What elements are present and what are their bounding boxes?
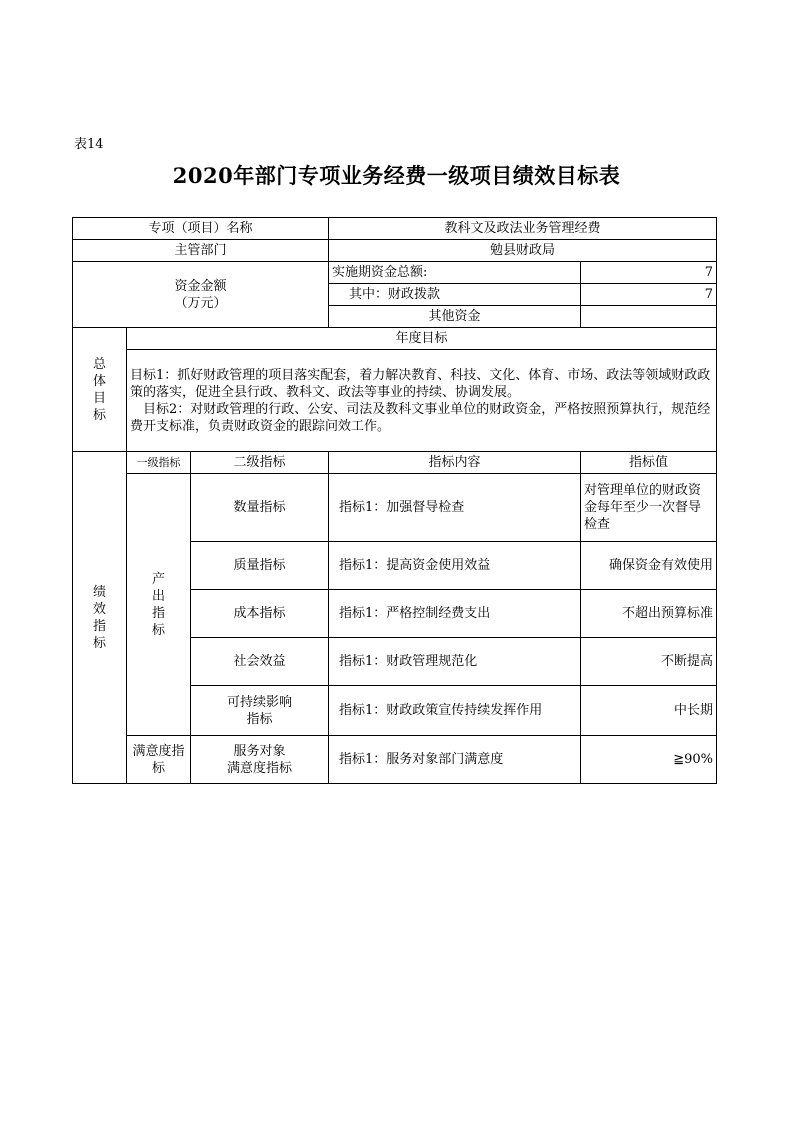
level1-header: 一级指标	[127, 452, 191, 474]
content-cell: 指标1：提高资金使用效益	[329, 542, 581, 590]
output-indicator-char: 指	[151, 605, 165, 621]
value-header: 指标值	[581, 452, 717, 474]
level2-cell	[191, 736, 329, 784]
value-cell: 中长期	[581, 686, 717, 736]
goal-2-text: 目标2：对财政管理的行政、公安、司法及教科文事业单位的财政资金，严格按照预算执行，规范经费开支标准，负责财政资金的跟踪问效工作。	[130, 401, 711, 434]
overall-goal-char: 总	[92, 356, 106, 372]
perf-side-char: 效	[92, 601, 106, 617]
funds-total-label: 实施期资金总额:	[329, 262, 581, 284]
annual-goal-text	[127, 350, 717, 452]
table-row	[73, 736, 717, 784]
value-cell: 不断提高	[581, 638, 717, 686]
satisfaction-line1: 满意度指	[132, 743, 185, 759]
funds-other-value	[581, 306, 717, 328]
annual-goal-header: 年度目标	[127, 328, 717, 350]
department-value: 勉县财政局	[329, 240, 717, 262]
content-cell: 指标1：严格控制经费支出	[329, 590, 581, 638]
project-name-value: 教科文及政法业务管理经费	[329, 218, 717, 240]
funds-label	[73, 262, 329, 328]
funds-fiscal-value: 7	[581, 284, 717, 306]
goal-1-text: 目标1：抓好财政管理的项目落实配套，着力解决教育、科技、文化、体育、市场、政法等领域财政政策的落实，促进全县行政、教科文、政法等事业的持续、协调发展。	[130, 367, 711, 400]
value-cell: 对管理单位的财政资金每年至少一次督导检查	[581, 474, 717, 542]
level2-line1: 服务对象	[233, 743, 286, 759]
level2-cell: 质量指标	[191, 542, 329, 590]
content-header: 指标内容	[329, 452, 581, 474]
content-cell: 指标1：财政政策宣传持续发挥作用	[329, 686, 581, 736]
output-indicator-label	[127, 474, 191, 736]
output-indicator-char: 标	[151, 622, 165, 638]
level2-line1: 可持续影响	[226, 694, 292, 710]
level2-cell	[191, 686, 329, 736]
output-indicator-char: 出	[151, 588, 165, 604]
level2-line2: 指标	[246, 711, 273, 727]
overall-goal-char: 体	[92, 373, 106, 389]
project-name-row	[73, 218, 717, 240]
overall-goal-side-label	[73, 328, 127, 452]
perf-side-char: 标	[92, 635, 106, 651]
funds-label-line1: 资金金额	[174, 278, 227, 294]
level2-cell: 数量指标	[191, 474, 329, 542]
performance-table	[72, 217, 717, 784]
table-row	[73, 474, 717, 542]
funds-total-row	[73, 262, 717, 284]
level2-cell: 成本指标	[191, 590, 329, 638]
department-label: 主管部门	[73, 240, 329, 262]
output-indicator-char: 产	[151, 571, 165, 587]
perf-side-char: 指	[92, 618, 106, 634]
content-cell: 指标1：加强督导检查	[329, 474, 581, 542]
goal-text-row	[73, 350, 717, 452]
funds-fiscal-label: 其中：财政拨款	[329, 284, 581, 306]
value-cell: 不超出预算标准	[581, 590, 717, 638]
overall-goal-char: 标	[92, 407, 106, 423]
perf-side-label	[73, 452, 127, 784]
goal-header-row	[73, 328, 717, 350]
document-title: 2020年部门专项业务经费一级项目绩效目标表	[172, 163, 621, 188]
satisfaction-indicator-label	[127, 736, 191, 784]
level2-cell: 社会效益	[191, 638, 329, 686]
project-name-label: 专项（项目）名称	[73, 218, 329, 240]
funds-total-value: 7	[581, 262, 717, 284]
content-cell: 指标1：财政管理规范化	[329, 638, 581, 686]
content-cell: 指标1：服务对象部门满意度	[329, 736, 581, 784]
perf-header-row	[73, 452, 717, 474]
table-number: 表14	[74, 137, 104, 152]
funds-other-label: 其他资金	[329, 306, 581, 328]
funds-label-line2: （万元）	[174, 295, 227, 311]
satisfaction-line2: 标	[151, 760, 165, 776]
department-row	[73, 240, 717, 262]
overall-goal-char: 目	[92, 390, 106, 406]
level2-line2: 满意度指标	[226, 760, 292, 776]
value-cell: 确保资金有效使用	[581, 542, 717, 590]
value-cell: ≧90%	[581, 736, 717, 784]
level2-header: 二级指标	[191, 452, 329, 474]
perf-side-char: 绩	[92, 584, 106, 600]
